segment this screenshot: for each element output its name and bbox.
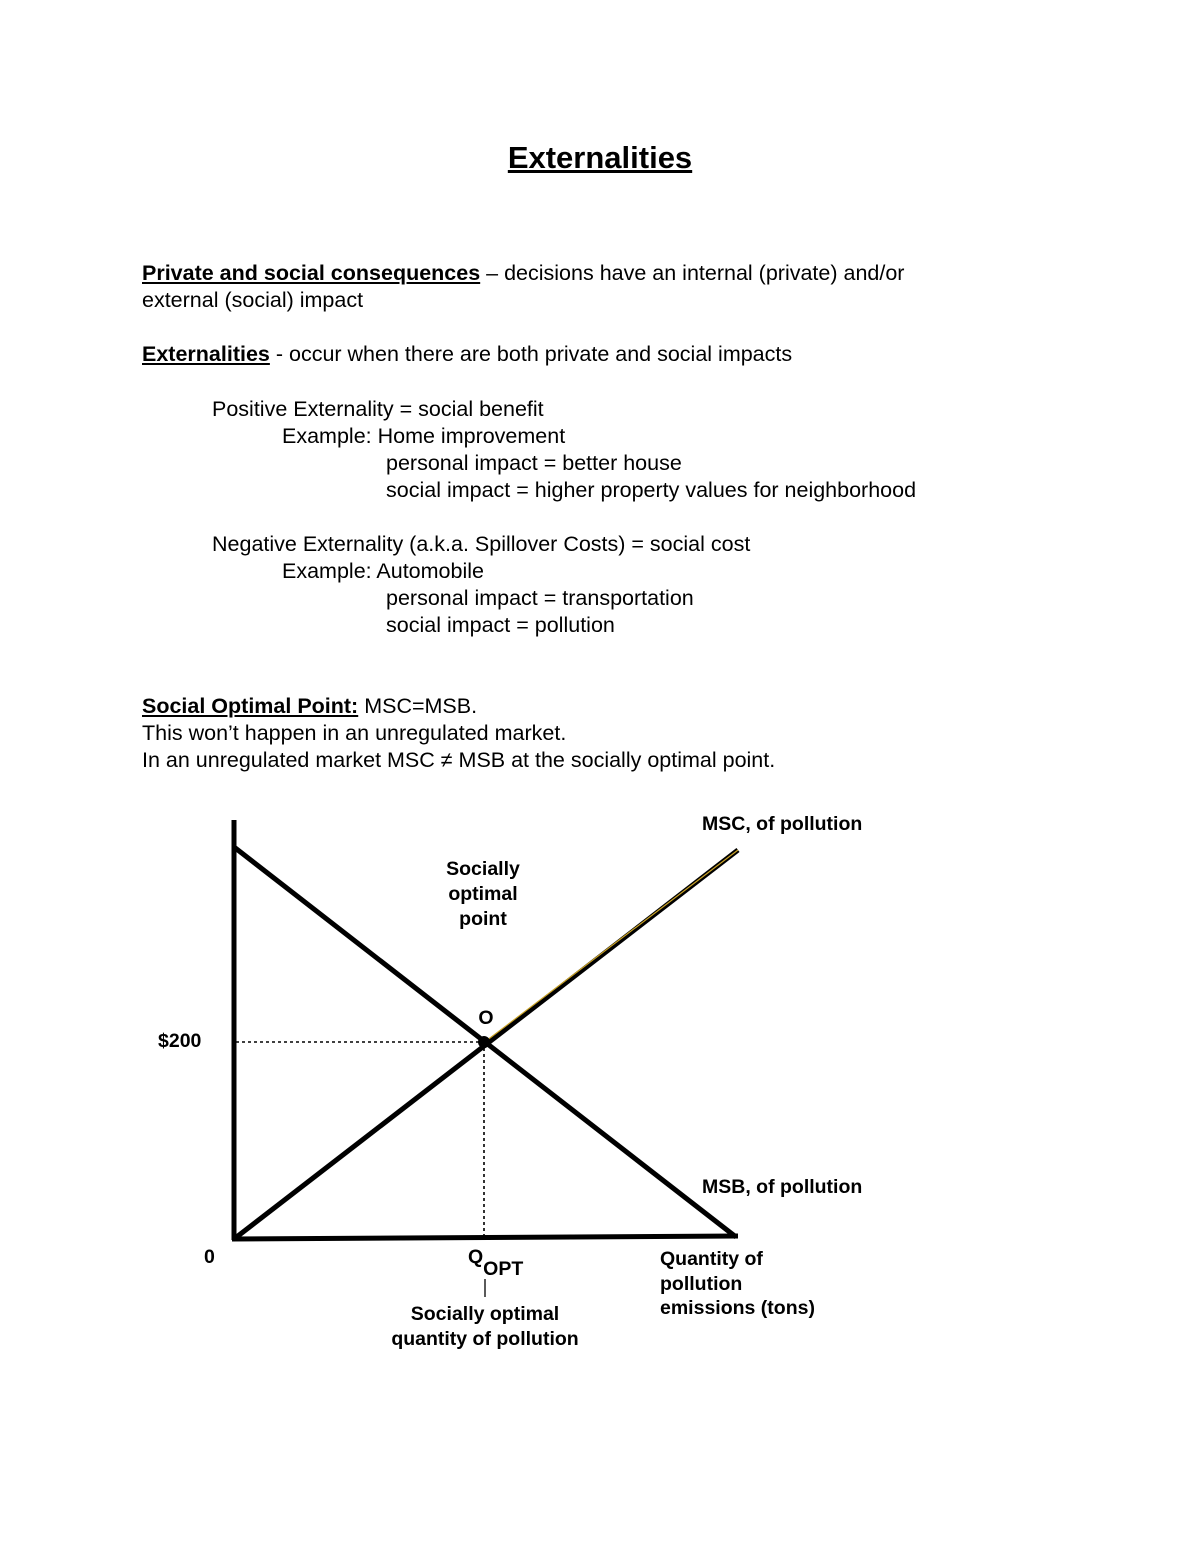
qopt-subscript: OPT (483, 1258, 524, 1280)
optimal-note-2: In an unregulated market MSC ≠ MSB at the socially optimal point. (142, 748, 776, 772)
optimal-note: This won’t happen in an unregulated market. (142, 721, 567, 745)
qopt-q: Q (468, 1246, 484, 1268)
point-label-line1: Socially (446, 858, 520, 880)
point-marker-label: O (478, 1007, 494, 1029)
x-axis (232, 1236, 738, 1239)
x-axis-label-line3: emissions (tons) (660, 1297, 815, 1319)
msb-label: MSB, of pollution (702, 1176, 863, 1198)
optimal-equation: MSC=MSB. (358, 694, 478, 718)
qopt-label (468, 1246, 523, 1280)
qopt-caption-line2: quantity of pollution (391, 1328, 579, 1350)
consequences-definition-cont: external (social) impact (142, 288, 364, 312)
positive-personal-impact: personal impact = better house (386, 451, 682, 475)
point-label-line3: point (459, 908, 507, 930)
msc-label: MSC, of pollution (702, 813, 863, 835)
term-externalities: Externalities (142, 342, 270, 366)
negative-personal-impact: personal impact = transportation (386, 586, 694, 610)
optimal-point (478, 1036, 490, 1048)
origin-label: 0 (204, 1246, 215, 1268)
positive-social-impact: social impact = higher property values for neighborhood (386, 478, 917, 502)
term-social-optimal-point: Social Optimal Point: (142, 694, 359, 718)
term-consequences: Private and social consequences (142, 261, 481, 285)
page-title: Externalities (507, 140, 693, 175)
positive-heading: Positive Externality = social benefit (212, 397, 544, 421)
price-label: $200 (158, 1030, 202, 1052)
x-axis-label-line1: Quantity of (660, 1248, 763, 1270)
negative-example: Example: Automobile (282, 559, 484, 583)
negative-social-impact: social impact = pollution (386, 613, 615, 637)
negative-heading: Negative Externality (a.k.a. Spillover Costs) = social cost (212, 532, 751, 556)
x-axis-label-line2: pollution (660, 1273, 743, 1295)
point-label-line2: optimal (448, 883, 518, 905)
consequences-definition: – decisions have an internal (private) and/or (480, 261, 905, 285)
msc-curve-highlight (486, 850, 738, 1041)
qopt-caption-line1: Socially optimal (410, 1303, 560, 1325)
externalities-definition: - occur when there are both private and social impacts (269, 342, 793, 366)
positive-example: Example: Home improvement (282, 424, 566, 448)
